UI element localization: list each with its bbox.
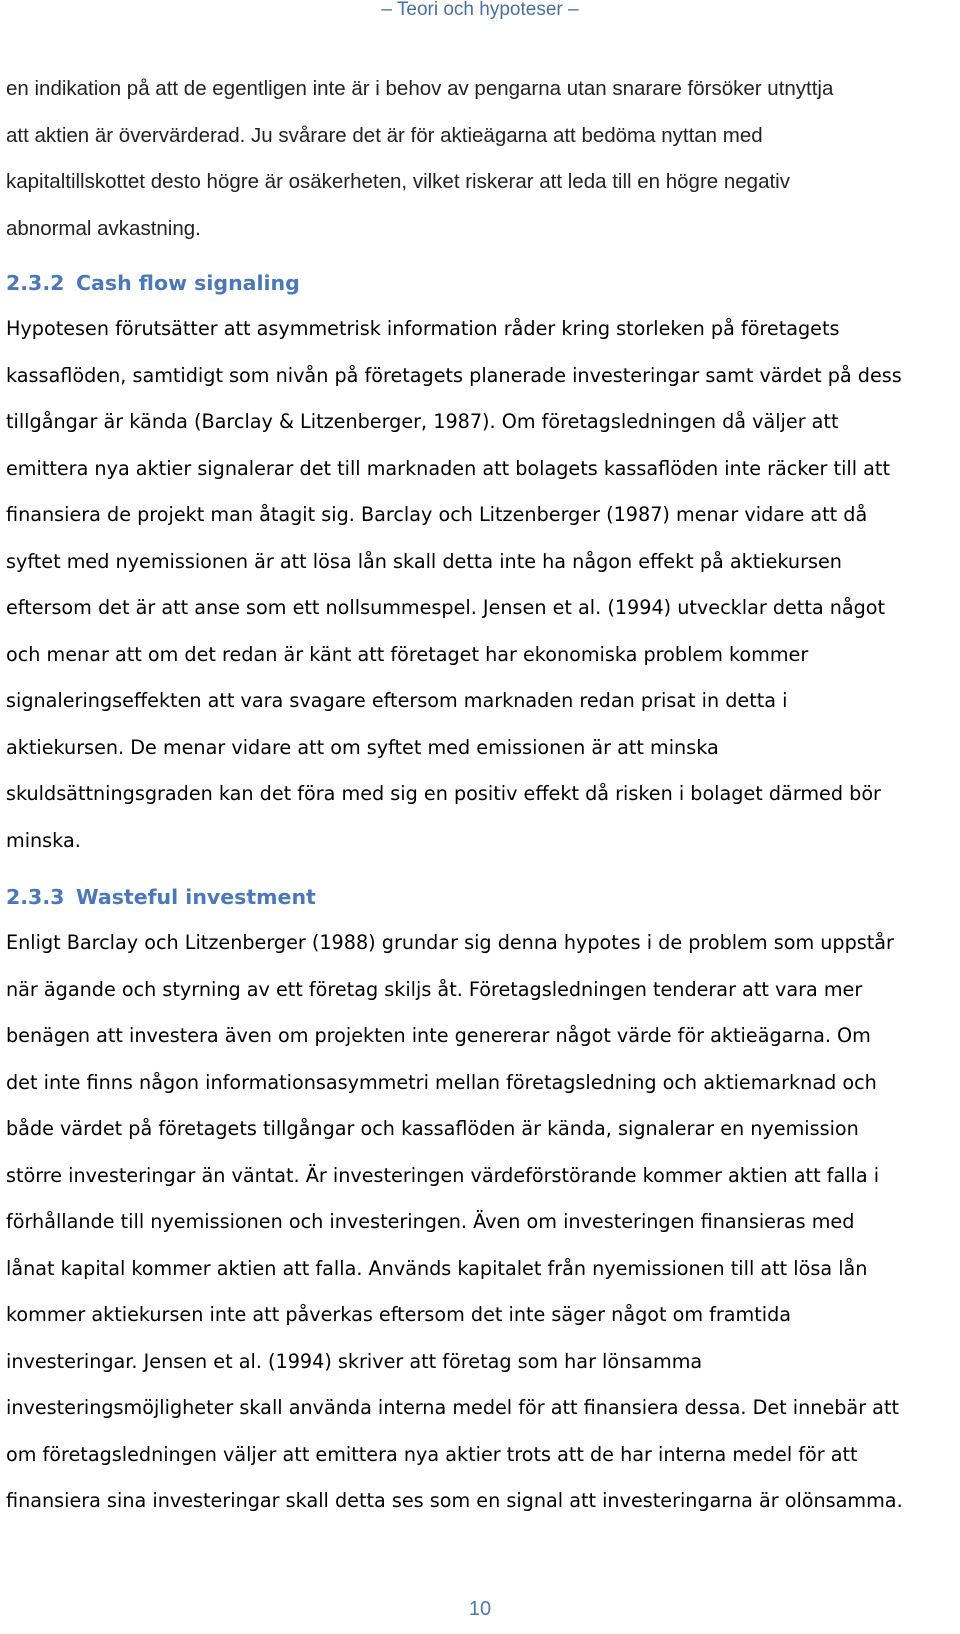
text-line: tillgångar är kända (Barclay & Litzenberger, 1987). Om företagsledningen då väljer att [6, 410, 839, 433]
page-body [6, 66, 960, 1525]
text-line: eftersom det är att anse som ett nollsummespel. Jensen et al. (1994) utvecklar detta något [6, 596, 886, 619]
text-line: finansiera de projekt man åtagit sig. Barclay och Litzenberger (1987) menar vidare att då [6, 503, 868, 526]
text-line: Hypotesen förutsätter att asymmetrisk information råder kring storleken på företagets [6, 317, 840, 340]
text-line: kapitaltillskottet desto högre är osäkerheten, vilket riskerar att leda till en högre negativ [6, 170, 790, 193]
text-line: emittera nya aktier signalerar det till marknaden att bolagets kassaflöden inte räcker till att [6, 456, 890, 480]
text-line: investeringar. Jensen et al. (1994) skriver att företag som har lönsamma [6, 1349, 703, 1373]
text-line: investeringsmöjligheter skall använda interna medel för att finansiera dessa. Det innebär att [6, 1396, 899, 1419]
text-line: när ägande och styrning av ett företag skiljs åt. Företagsledningen tenderar att vara mer [6, 977, 863, 1001]
section-number: 2.3.3 [6, 885, 65, 909]
section-title: Cash flow signaling [76, 271, 300, 295]
page-number: 10 [468, 1598, 492, 1620]
text-line: aktiekursen. De menar vidare att om syftet med emissionen är att minska [6, 735, 719, 759]
wasteful-investment-paragraph [6, 920, 960, 1525]
text-line: abnormal avkastning. [6, 216, 201, 240]
text-line: att aktien är övervärderad. Ju svårare det är för aktieägarna att bedöma nyttan med [6, 123, 763, 147]
cash-flow-signaling-paragraph [6, 306, 960, 864]
text-line: minska. [6, 828, 81, 852]
section-title: Wasteful investment [76, 885, 316, 909]
section-heading-cash-flow-signaling [6, 260, 960, 306]
text-line: kommer aktiekursen inte att påverkas eftersom det inte säger något om framtida [6, 1303, 792, 1326]
section-number: 2.3.2 [6, 271, 65, 295]
text-line: både värdet på företagets tillgångar och kassaflöden är kända, signalerar en nyemission [6, 1117, 859, 1140]
text-line: det inte finns någon informationsasymmetri mellan företagsledning och aktiemarknad och [6, 1070, 877, 1094]
text-line: benägen att investera även om projekten inte genererar något värde för aktieägarna. Om [6, 1024, 871, 1047]
intro-paragraph [6, 66, 960, 252]
text-line: syftet med nyemissionen är att lösa lån skall detta inte ha någon effekt på aktiekursen [6, 549, 842, 573]
text-line: en indikation på att de egentligen inte är i behov av pengarna utan snarare försöker utnyttja [6, 77, 834, 100]
text-line: större investeringar än väntat. Är investeringen värdeförstörande kommer aktien att falla i [6, 1163, 880, 1187]
text-line: och menar att om det redan är känt att företaget har ekonomiska problem kommer [6, 642, 809, 666]
text-line: Enligt Barclay och Litzenberger (1988) grundar sig denna hypotes i de problem som uppstår [6, 931, 894, 954]
text-line: kassaflöden, samtidigt som nivån på företagets planerade investeringar samt värdet på dess [6, 363, 902, 387]
text-line: lånat kapital kommer aktien att falla. Används kapitalet från nyemissionen till att lösa lån [6, 1256, 868, 1280]
text-line: signaleringseffekten att vara svagare eftersom marknaden redan prisat in detta i [6, 689, 788, 712]
text-line: finansiera sina investeringar skall detta ses som en signal att investeringarna är olönsamma. [6, 1489, 903, 1512]
section-heading-wasteful-investment [6, 874, 960, 920]
text-line: skuldsättningsgraden kan det föra med sig en positiv effekt då risken i bolaget därmed bör [6, 782, 881, 805]
running-header: – Teori och hypoteser – [381, 0, 579, 20]
text-line: om företagsledningen väljer att emittera nya aktier trots att de har interna medel för att [6, 1442, 858, 1466]
text-line: förhållande till nyemissionen och investeringen. Även om investeringen finansieras med [6, 1210, 855, 1233]
